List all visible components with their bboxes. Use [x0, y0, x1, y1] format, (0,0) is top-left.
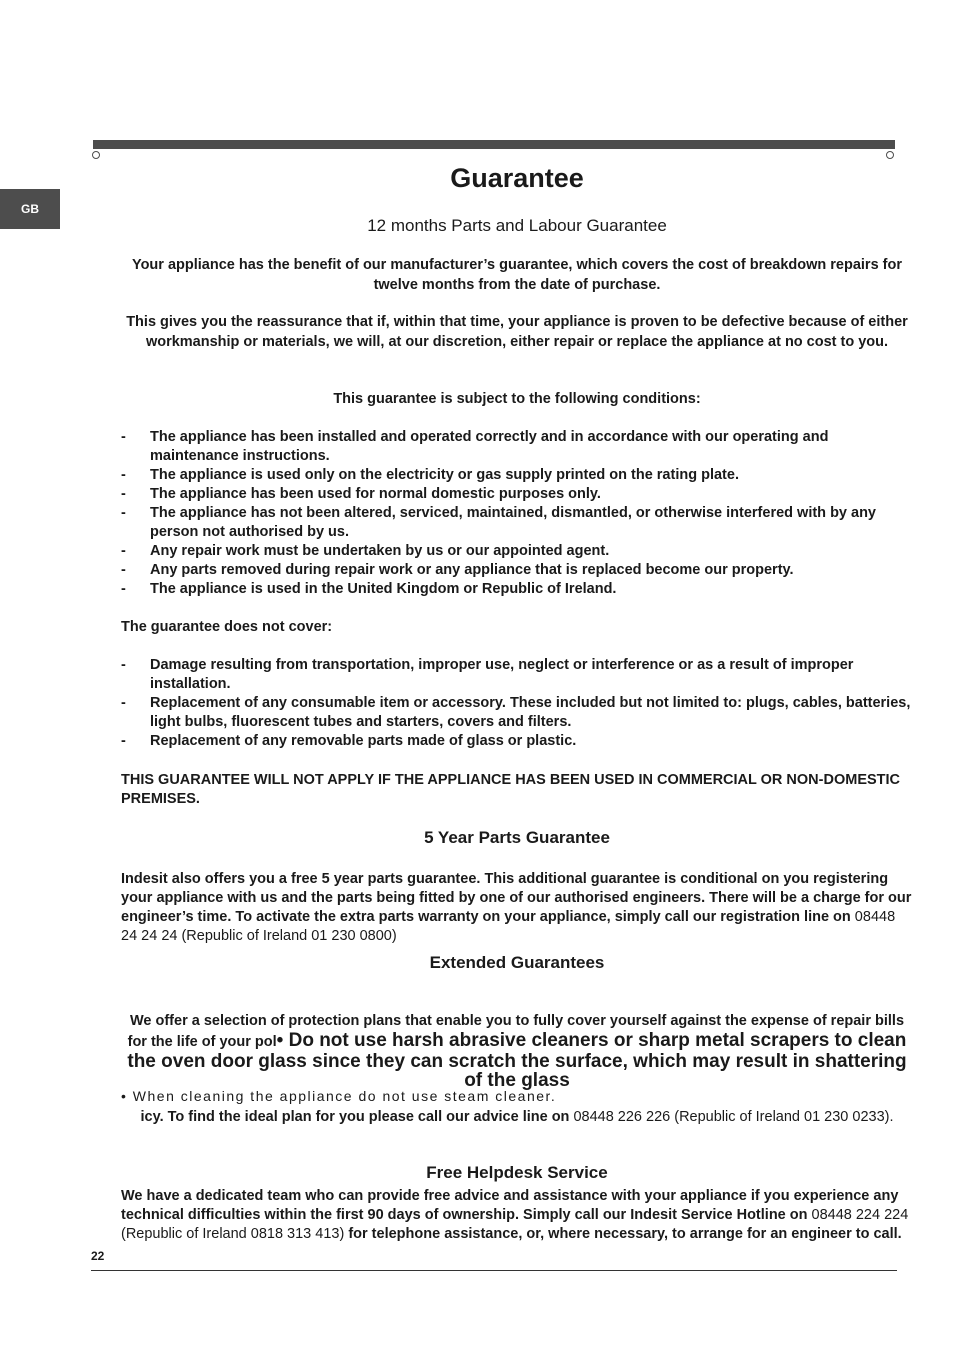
list-item: - Replacement of any consumable item or accessory. These included but not limited to: plugs, cables, batteries, light bulbs, fluorescent tubes and starters, covers and filters.: [121, 695, 911, 730]
advice-phone: 08448 226 226 (Republic of Ireland 01 230 0233).: [569, 1109, 894, 1125]
commercial-notice: THIS GUARANTEE WILL NOT APPLY IF THE APPLIANCE HAS BEEN USED IN COMMERCIAL OR NON-DOMESTIC PREMISES.: [121, 772, 901, 807]
extended-paragraph-start: We offer a selection of protection plans that enable you to fully cover yourself against the expense of repair bills for the life of your pol• Do not use harsh abrasive cleaners or sharp metal scrapers to clean the oven door glass since they can scratch the surface, which may result in shattering of the glass: [127, 1013, 907, 1091]
header-rule: [93, 140, 895, 149]
list-item: - The appliance is used in the United Kingdom or Republic of Ireland.: [121, 581, 617, 597]
steam-note: • When cleaning the appliance do not use steam cleaner.: [121, 1088, 557, 1104]
conditions-heading: This guarantee is subject to the following conditions:: [333, 391, 701, 407]
intro-paragraph-1: Your appliance has the benefit of our manufacturer’s guarantee, which covers the cost of breakdown repairs for twelve months from the date of purchase.: [131, 257, 902, 293]
conditions-list: [121, 428, 913, 599]
registration-phone: 08448 24 24 24 (Republic of Ireland 01 230 0800): [121, 909, 896, 944]
five-year-heading: 5 Year Parts Guarantee: [424, 828, 610, 847]
page-subtitle: 12 months Parts and Labour Guarantee: [367, 216, 667, 235]
list-item: - Any parts removed during repair work or any appliance that is replaced become our property.: [121, 562, 794, 578]
extended-heading: Extended Guarantees: [429, 953, 605, 972]
helpdesk-paragraph: We have a dedicated team who can provide free advice and assistance with your appliance if you experience any technical difficulties within the first 90 days of ownership. Simply call our Indesit Service Hotline on 08448 224 224 (Republic of Ireland 0818 313 413) for telephone assistance, or, where necessary, to arrange for an engineer to call.: [121, 1188, 909, 1242]
rule-end-right-icon: [886, 151, 894, 159]
footer-rule: [91, 1270, 897, 1271]
list-item: - Any repair work must be undertaken by us or our appointed agent.: [121, 543, 610, 559]
bullet-icon: •: [276, 1030, 284, 1051]
extended-paragraph-end: icy. To find the ideal plan for you please call our advice line on 08448 226 226 (Republic of Ireland 01 230 0233).: [140, 1109, 894, 1125]
language-tab: [0, 189, 60, 229]
list-item: - Replacement of any removable parts made of glass or plastic.: [121, 733, 577, 749]
helpdesk-phone: 08448 224 224 (Republic of Ireland 0818 313 413): [121, 1207, 909, 1242]
bullet-icon: •: [121, 1088, 128, 1104]
list-item: - Damage resulting from transportation, improper use, neglect or interference or as a result of improper installation.: [121, 657, 854, 692]
list-item: - The appliance has been installed and operated correctly and in accordance with our operating and maintenance instructions.: [121, 429, 829, 464]
page-number: 22: [91, 1249, 105, 1263]
rule-end-left-icon: [92, 151, 100, 159]
language-tab-label: GB: [21, 202, 39, 216]
list-item: - The appliance has not been altered, serviced, maintained, dismantled, or otherwise interfered with by any person not authorised by us.: [121, 505, 876, 540]
list-item: - The appliance is used only on the electricity or gas supply printed on the rating plate.: [121, 467, 739, 483]
page-title: Guarantee: [450, 163, 584, 193]
not-cover-list: [121, 656, 913, 751]
five-year-paragraph: Indesit also offers you a free 5 year parts guarantee. This additional guarantee is conditional on you registering your appliance with us and the parts being fitted by one of our authorised engineers. There will be a charge for our engineer’s time. To activate the extra parts warranty on your appliance, simply call our registration line on 08448 24 24 24 (Republic of Ireland 01 230 0800): [121, 871, 912, 944]
not-cover-heading: The guarantee does not cover:: [121, 619, 333, 635]
glass-warning: Do not use harsh abrasive cleaners or sharp metal scrapers to clean the oven door glass since they can scratch the surface, which may result in shattering of the glass: [127, 1030, 907, 1091]
helpdesk-heading: Free Helpdesk Service: [426, 1163, 608, 1182]
list-item: - The appliance has been used for normal domestic purposes only.: [121, 486, 601, 502]
intro-paragraph-2: This gives you the reassurance that if, within that time, your appliance is proven to be defective because of either workmanship or materials, we will, at our discretion, either repair or replace the appliance at no cost to you.: [126, 314, 908, 350]
